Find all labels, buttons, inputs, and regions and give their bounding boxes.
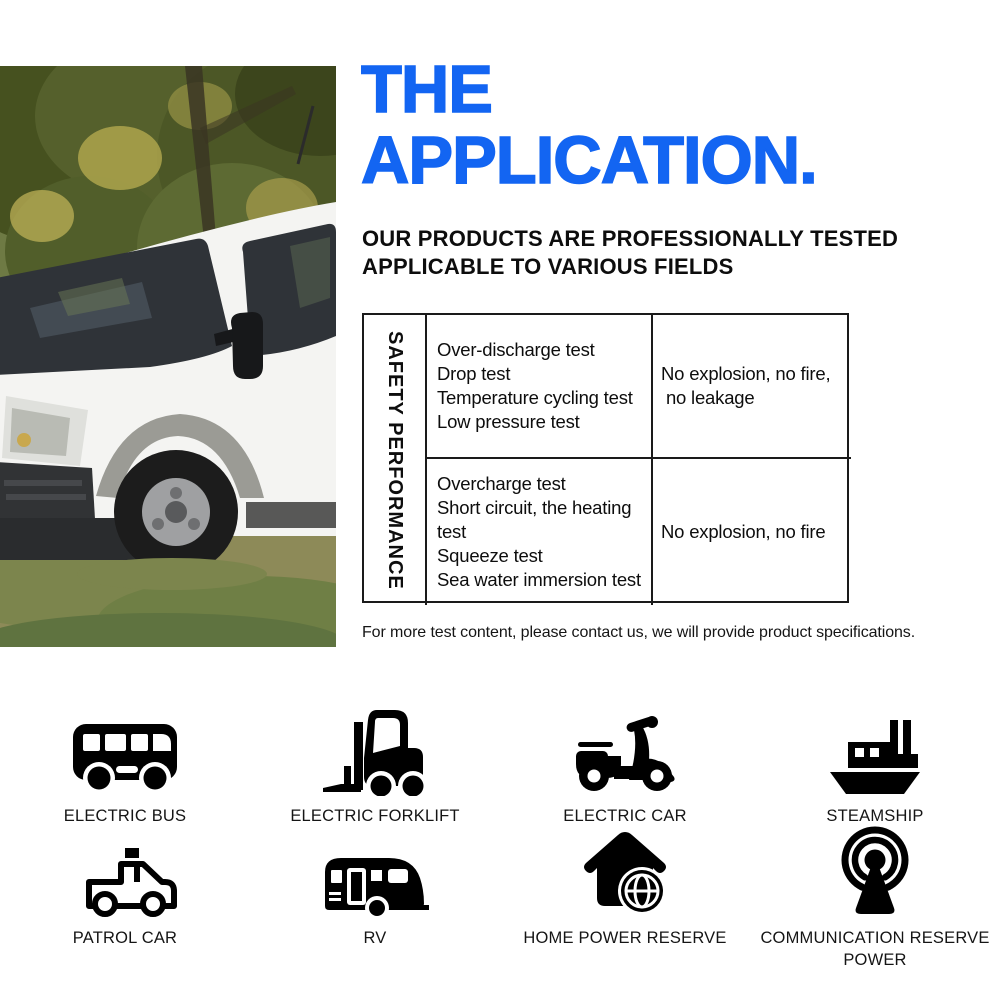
- test-line: Drop test: [437, 363, 511, 384]
- application-label: RV: [363, 929, 387, 947]
- application-label: ELECTRIC FORKLIFT: [290, 807, 460, 825]
- electric-scooter-icon: [566, 702, 684, 796]
- test-line: Low pressure test: [437, 411, 580, 432]
- applications-row-1: [0, 702, 1000, 827]
- page-subtitle: [362, 225, 898, 281]
- application-patrol-car: [0, 838, 250, 971]
- result-line: No explosion, no fire: [661, 521, 826, 542]
- application-electric-car: [500, 702, 750, 827]
- result-line: No explosion, no fire,: [661, 363, 831, 384]
- table-cell-result-row2: [653, 459, 851, 605]
- home-power-globe-icon: [575, 838, 675, 918]
- table-row-header-label: SAFETY PERFORMANCE: [384, 330, 406, 590]
- contact-note: For more test content, please contact us, we will provide product specifications.: [362, 624, 916, 641]
- test-line: Short circuit, the heating: [437, 497, 632, 518]
- table-cell-result-row1: [653, 315, 851, 459]
- steamship-icon: [826, 702, 924, 796]
- page-subtitle-line2: APPLICABLE TO VARIOUS FIELDS: [362, 254, 734, 279]
- application-label: STEAMSHIP: [826, 807, 924, 825]
- application-label: COMMUNICATION RESERVE POWER: [760, 929, 990, 969]
- table-row-header-cell: [364, 315, 427, 605]
- application-label: ELECTRIC CAR: [563, 807, 687, 825]
- patrol-car-icon: [69, 838, 181, 918]
- application-home-power-reserve: [500, 838, 750, 971]
- application-steamship: [750, 702, 1000, 827]
- test-line: Temperature cycling test: [437, 387, 633, 408]
- communication-antenna-icon: [829, 838, 921, 918]
- electric-bus-icon: [71, 702, 179, 796]
- applications-row-2: [0, 838, 1000, 971]
- test-line: Overcharge test: [437, 473, 566, 494]
- application-electric-forklift: [250, 702, 500, 827]
- table-cell-tests-row1: [427, 315, 653, 459]
- application-label: PATROL CAR: [72, 929, 178, 947]
- safety-performance-table: [362, 313, 849, 603]
- page-title-line1: THE: [361, 52, 492, 127]
- test-line: Squeeze test: [437, 545, 543, 566]
- table-cell-tests-row2: [427, 459, 653, 605]
- application-communication-reserve-power: [750, 838, 1000, 971]
- application-label: HOME POWER RESERVE: [523, 929, 727, 947]
- page-title: [361, 54, 817, 196]
- test-line: Sea water immersion test: [437, 569, 641, 590]
- rv-camper-icon: [319, 838, 431, 918]
- result-line: no leakage: [661, 387, 755, 408]
- test-line: test: [437, 521, 467, 542]
- page-subtitle-line1: OUR PRODUCTS ARE PROFESSIONALLY TESTED: [362, 226, 899, 251]
- application-label: ELECTRIC BUS: [63, 807, 187, 825]
- product-photo-van: [0, 66, 336, 647]
- application-electric-bus: [0, 702, 250, 827]
- page-title-line2: APPLICATION.: [361, 123, 817, 198]
- test-line: Over-discharge test: [437, 339, 595, 360]
- application-rv: [250, 838, 500, 971]
- electric-forklift-icon: [319, 702, 431, 796]
